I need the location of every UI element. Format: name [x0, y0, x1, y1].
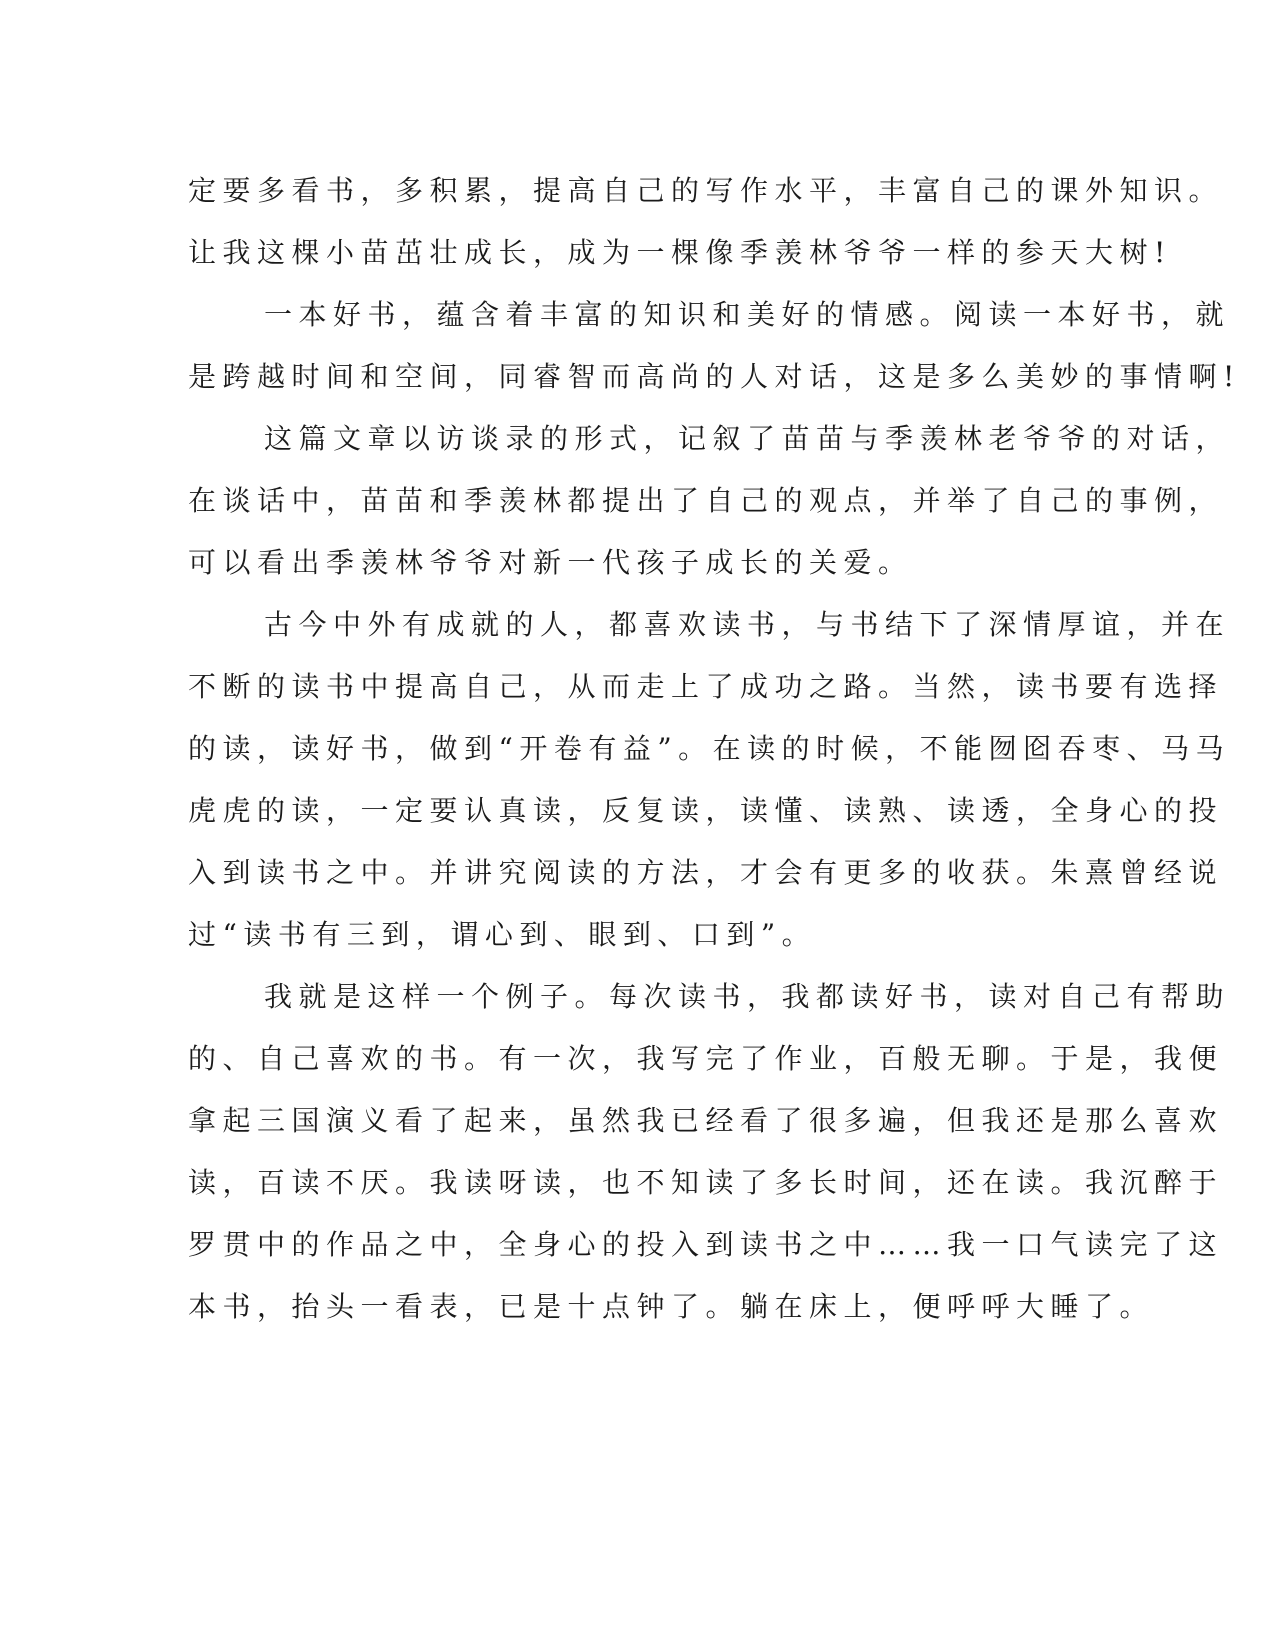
- text-line: 是跨越时间和空间，同睿智而高尚的人对话，这是多么美妙的事情啊!: [188, 360, 1241, 393]
- text-line: 让我这棵小苗茁壮成长，成为一棵像季羡林爷爷一样的参天大树!: [188, 236, 1172, 269]
- paragraph: [188, 594, 1231, 966]
- text-line: 这篇文章以访谈录的形式，记叙了苗苗与季羡林老爷爷的对话，: [264, 422, 1231, 455]
- text-line: 虎虎的读，一定要认真读，反复读，读懂、读熟、读透，全身心的投: [188, 794, 1224, 827]
- text-line: 本书，抬头一看表，已是十点钟了。躺在床上，便呼呼大睡了。: [188, 1290, 1155, 1323]
- text-line: 我就是这样一个例子。每次读书，我都读好书，读对自己有帮助: [264, 980, 1231, 1013]
- text-line: 的读，读好书，做到“开卷有益”。在读的时候，不能囫囵吞枣、马马: [188, 732, 1231, 765]
- paragraph: [188, 160, 1224, 284]
- paragraph: [188, 966, 1231, 1338]
- text-line: 罗贯中的作品之中，全身心的投入到读书之中……我一口气读完了这: [188, 1228, 1224, 1261]
- paragraph: [188, 284, 1241, 408]
- text-line: 定要多看书，多积累，提高自己的写作水平，丰富自己的课外知识。: [188, 174, 1224, 207]
- paragraph: [188, 408, 1231, 594]
- text-line: 一本好书，蕴含着丰富的知识和美好的情感。阅读一本好书，就: [264, 298, 1231, 331]
- text-line: 在谈话中，苗苗和季羡林都提出了自己的观点，并举了自己的事例，: [188, 484, 1224, 517]
- text-line: 古今中外有成就的人，都喜欢读书，与书结下了深情厚谊，并在: [264, 608, 1231, 641]
- text-line: 不断的读书中提高自己，从而走上了成功之路。当然，读书要有选择: [188, 670, 1224, 703]
- text-line: 入到读书之中。并讲究阅读的方法，才会有更多的收获。朱熹曾经说: [188, 856, 1224, 889]
- text-line: 的、自己喜欢的书。有一次，我写完了作业，百般无聊。于是，我便: [188, 1042, 1224, 1075]
- text-line: 可以看出季羡林爷爷对新一代孩子成长的关爱。: [188, 546, 913, 579]
- text-line: 过“读书有三到，谓心到、眼到、口到”。: [188, 918, 817, 951]
- text-line: 读，百读不厌。我读呀读，也不知读了多长时间，还在读。我沉醉于: [188, 1166, 1224, 1199]
- document-body: [188, 160, 1241, 1338]
- text-line: 拿起三国演义看了起来，虽然我已经看了很多遍，但我还是那么喜欢: [188, 1104, 1224, 1137]
